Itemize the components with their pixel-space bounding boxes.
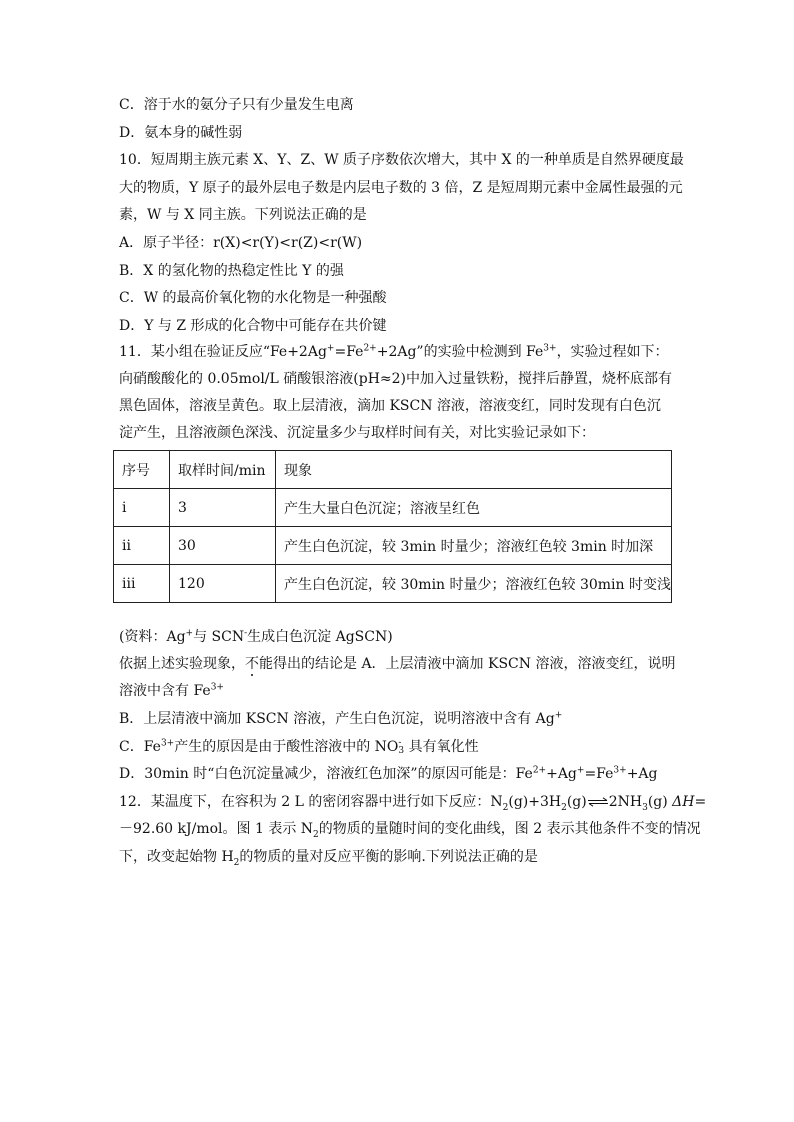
table-cell: 产生白色沉淀，较 3min 时量少；溶液红色较 3min 时加深 — [276, 527, 672, 565]
option-d-q11: D．30min 时“白色沉淀量减少，溶液红色加深”的原因可能是：$Fe^{2+}+Ag^+=Fe^{3+}+Ag$ — [119, 765, 658, 782]
table-row — [114, 489, 672, 527]
table-cell: 产生白色沉淀，较 30min 时量少；溶液红色较 30min 时变浅 — [276, 565, 672, 603]
table-cell: 3 — [170, 489, 276, 527]
experiment-table — [113, 450, 672, 603]
option-d-q9: D．氨本身的碱性弱 — [119, 125, 243, 141]
header-cell: 现象 — [276, 451, 672, 489]
reference-note: (资料：Ag+与 SCN-生成白色沉淀 AgSCN) — [119, 628, 393, 645]
option-d-q10: D．Y 与 Z 形成的化合物中可能存在共价键 — [119, 318, 387, 334]
table-row — [114, 565, 672, 603]
emphasis-not: 不 — [245, 656, 259, 672]
option-a-q11-continued: 溶液中含有 $Fe^{3+}$ — [119, 682, 224, 699]
option-a-q10: A．原子半径：r(X)<r(Y)<r(Z)<r(W) — [119, 235, 363, 251]
option-c-q11: C．$Fe^{3+}$产生的原因是由于酸性溶液中的 NO - 3 具有氧化性 — [119, 738, 479, 756]
option-b-q11: B．上层清液中滴加 KSCN 溶液，产生白色沉淀，说明溶液中含有 Ag+ — [119, 710, 563, 727]
table-row — [114, 527, 672, 565]
question-12-line-1: 12．某温度下，在容积为 2 L 的密闭容器中进行如下反应：$N_2(g)+3H_2(g)$ $2NH_3(g)$ ΔH= — [119, 794, 707, 813]
option-c-q9: C．溶于水的氨分子只有少量发生电离 — [119, 97, 354, 113]
table-cell: iii — [114, 565, 170, 603]
question-12-line-2: －92.60 kJ/mol。图 1 表示 $N_2$的物质的量随时间的变化曲线，图 2 表示其他条件不变的情况 — [119, 821, 701, 840]
table-cell: 产生大量白色沉淀；溶液呈红色 — [276, 489, 672, 527]
question-10-line-3: 素，W 与 X 同主族。下列说法正确的是 — [119, 207, 367, 223]
question-10-line-1: 10．短周期主族元素 X、Y、Z、W 质子序数依次增大，其中 X 的一种单质是自然界硬度最 — [119, 152, 684, 168]
option-c-q10: C．W 的最高价氧化物的水化物是一种强酸 — [119, 290, 387, 306]
question-11-prompt: 依据上述实验现象，不能得出的结论是 A．上层清液中滴加 KSCN 溶液，溶液变红，说明 — [119, 656, 676, 672]
table-cell: 120 — [170, 565, 276, 603]
question-12-line-3: 下，改变起始物 $H_2$的物质的量对反应平衡的影响.下列说法正确的是 — [119, 849, 538, 868]
header-cell: 取样时间/min — [170, 451, 276, 489]
question-10-line-2: 大的物质，Y 原子的最外层电子数是内层电子数的 3 倍，Z 是短周期元素中金属性最强的元 — [119, 180, 683, 196]
table-cell: 30 — [170, 527, 276, 565]
header-cell: 序号 — [114, 451, 170, 489]
option-b-q10: B．X 的氢化物的热稳定性比 Y 的强 — [119, 263, 344, 279]
question-11-stem: 11．某小组在验证反应“$Fe+2Ag^+=Fe^{2+}+2Ag$”的实验中检测到 $Fe^{3+}$，实验过程如下：向硝酸酸化的 0.05mol/L 硝酸银溶液(pH≈2)中加入过量铁粉，搅拌后静置，烧杯底部有黑色固体，溶液呈黄色。取上层清液，滴加 KSCN 溶液，溶液变红，同时发现有白色沉淀产生，且溶液颜色深浅、沉淀量多少与取样时间有关，对比实验记录如下： — [119, 343, 672, 441]
table-cell: i — [114, 489, 170, 527]
equilibrium-arrow-icon — [587, 797, 609, 807]
table-cell: ii — [114, 527, 170, 565]
table-header-row — [114, 451, 672, 489]
nitrate-charge: - 3 — [398, 738, 405, 756]
